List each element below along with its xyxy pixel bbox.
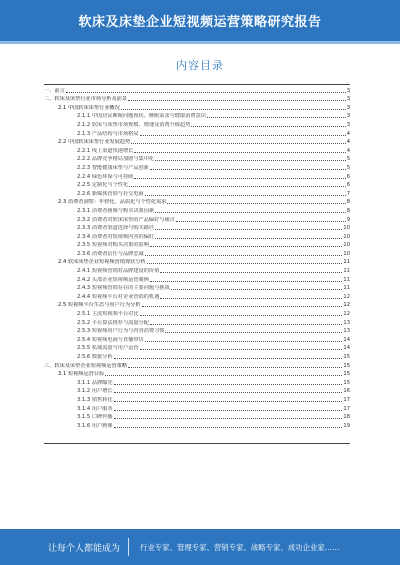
toc-entry-page: 11 <box>343 268 350 275</box>
toc-leader-dots <box>147 263 343 264</box>
toc-entry-label: 3.1.4 用户服务 <box>77 405 113 412</box>
toc-entry[interactable] <box>44 172 350 181</box>
header-accent-line <box>0 41 400 44</box>
toc-entry[interactable] <box>44 163 350 172</box>
toc-entry[interactable] <box>44 189 350 198</box>
toc-leader-dots <box>131 143 346 144</box>
toc-leader-dots <box>134 178 345 179</box>
toc-entry[interactable] <box>44 275 350 284</box>
toc-entry-page: 14 <box>343 336 350 343</box>
toc-entry[interactable] <box>44 155 350 164</box>
toc-leader-dots <box>129 186 346 187</box>
footer-slogan: 让每个人都能成为 <box>48 544 121 554</box>
toc-entry[interactable] <box>44 378 350 387</box>
table-of-contents <box>44 86 350 430</box>
toc-title: 内容目录 <box>176 59 224 72</box>
toc-entry[interactable] <box>44 258 350 267</box>
toc-leader-dots <box>155 160 346 161</box>
toc-entry-page: 8 <box>346 207 350 214</box>
toc-entry-page: 10 <box>343 250 350 257</box>
toc-entry-label: 2.2.1 线上渠道快速增长 <box>77 147 134 154</box>
toc-entry-label: 二、软床及床垫行业市场分析及前景 <box>44 96 128 103</box>
toc-entry[interactable] <box>44 138 350 147</box>
toc-leader-dots <box>114 384 343 385</box>
toc-leader-dots <box>128 367 342 368</box>
toc-entry[interactable] <box>44 241 350 250</box>
toc-leader-dots <box>114 418 343 419</box>
toc-entry-page: 9 <box>346 216 350 223</box>
toc-entry[interactable] <box>44 284 350 293</box>
toc-entry-page: 15 <box>343 362 350 369</box>
toc-entry-page: 4 <box>346 147 350 154</box>
toc-entry-label: 3.1.2 用户增长 <box>77 388 113 395</box>
toc-entry-label: 2.5.5 私域流量与用户运营 <box>77 345 139 352</box>
toc-entry-label: 2.5.2 平台算法推荐与流量分配 <box>77 319 149 326</box>
toc-entry-page: 3 <box>346 96 350 103</box>
toc-entry-label: 3.1.1 品牌曝光 <box>77 379 113 386</box>
toc-entry[interactable] <box>44 249 350 258</box>
toc-entry-label: 2.4 软床床垫企业短视频营销现状分析 <box>58 259 146 266</box>
toc-leader-dots <box>176 221 346 222</box>
toc-leader-dots <box>114 392 343 393</box>
toc-leader-dots <box>150 246 342 247</box>
toc-leader-dots <box>160 298 342 299</box>
toc-entry-page: 12 <box>343 302 350 309</box>
toc-entry-label: 2.1.3 产品结构与市场格局 <box>77 130 139 137</box>
toc-bottom-rule <box>44 443 350 444</box>
toc-leader-dots <box>145 255 343 256</box>
toc-entry[interactable] <box>44 318 350 327</box>
toc-entry-page: 17 <box>343 396 350 403</box>
toc-entry-label: 2.1.2 软床与床垫市场规模、增速及消费升级趋势 <box>77 121 191 128</box>
toc-entry-label: 2.5.6 数据分析 <box>77 354 113 360</box>
toc-entry-page: 7 <box>346 190 350 197</box>
toc-entry-label: 2.2.6 新媒体营销与社交电商 <box>77 190 144 197</box>
toc-entry[interactable] <box>44 112 350 121</box>
toc-leader-dots <box>145 195 346 196</box>
toc-entry[interactable] <box>44 129 350 138</box>
toc-entry[interactable] <box>44 86 350 95</box>
toc-leader-dots <box>150 169 346 170</box>
footer-banner <box>0 529 400 565</box>
footer-divider <box>128 538 129 556</box>
toc-entry[interactable] <box>44 361 350 370</box>
toc-leader-dots <box>207 117 346 118</box>
toc-entry-page: 11 <box>343 259 350 266</box>
toc-leader-dots <box>150 324 342 325</box>
footer-tagline: 行业专家、管理专家、营销专家、战略专家、成功企业家…… <box>140 543 340 552</box>
toc-entry[interactable] <box>44 301 350 310</box>
toc-entry-label: 2.3 消费者洞察：年轻化、品质化与个性化需求 <box>58 199 167 206</box>
toc-entry-page: 15 <box>343 354 350 360</box>
toc-entry-page: 13 <box>343 328 350 335</box>
toc-entry[interactable] <box>44 232 350 241</box>
toc-entry-label: 2.3.6 消费者信任与品牌忠诚 <box>77 250 144 257</box>
toc-entry-page: 4 <box>346 130 350 137</box>
toc-entry-page: 3 <box>346 121 350 128</box>
toc-entry[interactable] <box>44 352 350 361</box>
toc-leader-dots <box>121 109 346 110</box>
toc-entry-label: 2.5 短视频平台生态与用户行为分析 <box>58 302 141 309</box>
toc-entry-label: 2.4.2 头部企业短视频运营案例 <box>77 276 149 283</box>
toc-leader-dots <box>128 100 346 101</box>
toc-entry-label: 2.3.1 消费者画像与购买决策因素 <box>77 207 155 214</box>
toc-entry-label: 2.1.1 中国居民睡眠问题现状、睡眠需求与健康消费意识 <box>77 113 206 120</box>
toc-leader-dots <box>191 126 345 127</box>
toc-entry-label: 2.5.3 短视频用户行为与内容消费习惯 <box>77 328 165 335</box>
toc-entry-label: 2.2 中国软床床垫行业发展趋势 <box>58 139 131 146</box>
toc-leader-dots <box>155 238 342 239</box>
toc-leader-dots <box>160 272 342 273</box>
toc-entry[interactable] <box>44 413 350 422</box>
toc-entry-label: 3.1.6 用户画像 <box>77 422 113 429</box>
toc-entry-label: 2.4.1 短视频营销对品牌建设的价值 <box>77 268 160 275</box>
toc-entry[interactable] <box>44 309 350 318</box>
toc-leader-dots <box>140 349 343 350</box>
toc-entry-label: 2.2.2 品牌竞争格局加剧与集中化 <box>77 156 155 163</box>
toc-entry-label: 2.2.3 智能健康床垫与产品创新 <box>77 164 149 171</box>
toc-entry-label: 2.3.2 消费者对软床床垫的产品偏好与痛点 <box>77 216 175 223</box>
toc-leader-dots <box>114 427 343 428</box>
toc-entry-label: 2.5.4 短视频电商与直播带货 <box>77 336 144 343</box>
toc-entry[interactable] <box>44 120 350 129</box>
toc-leader-dots <box>165 332 342 333</box>
toc-entry-label: 2.2.5 定制化与个性化 <box>77 182 129 189</box>
toc-entry-label: 2.5.1 主流短视频平台对比 <box>77 311 139 318</box>
report-header <box>0 0 400 44</box>
toc-entry-label: 2.2.4 绿色环保与可持续 <box>77 173 134 180</box>
toc-entry-label: 2.4.4 短视频平台对企业营销的机遇 <box>77 293 160 300</box>
toc-entry-page: 10 <box>343 242 350 249</box>
toc-entry[interactable] <box>44 344 350 353</box>
toc-entry-page: 15 <box>343 371 350 378</box>
toc-entry-label: 3.1 短视频运营目标 <box>58 371 105 378</box>
toc-entry[interactable] <box>44 370 350 379</box>
toc-leader-dots <box>140 135 346 136</box>
toc-leader-dots <box>114 410 343 411</box>
toc-leader-dots <box>140 315 343 316</box>
toc-entry-page: 14 <box>343 345 350 352</box>
toc-entry[interactable] <box>44 292 350 301</box>
toc-entry-label: 2.3.4 消费者对短视频内容的偏好 <box>77 233 155 240</box>
toc-leader-dots <box>155 229 342 230</box>
toc-entry-label: 3.1.3 销售转化 <box>77 396 113 403</box>
toc-entry-page: 5 <box>346 156 350 163</box>
toc-entry-page: 12 <box>343 293 350 300</box>
toc-entry[interactable] <box>44 198 350 207</box>
toc-leader-dots <box>66 92 346 93</box>
toc-entry-page: 11 <box>343 285 350 292</box>
toc-entry[interactable] <box>44 224 350 233</box>
toc-leader-dots <box>171 289 343 290</box>
toc-entry[interactable] <box>44 387 350 396</box>
toc-leader-dots <box>145 341 343 342</box>
toc-entry-label: 三、软床及床垫企业短视频运营策略 <box>44 362 128 369</box>
toc-entry-label: 2.3.5 短视频对购买决策的影响 <box>77 242 149 249</box>
toc-leader-dots <box>105 375 342 376</box>
toc-entry-label: 2.1 中国软床床垫行业概况 <box>58 104 120 111</box>
toc-entry[interactable] <box>44 215 350 224</box>
toc-entry-page: 6 <box>346 173 350 180</box>
toc-entry-page: 8 <box>346 199 350 206</box>
toc-entry-page: 3 <box>346 104 350 111</box>
toc-entry-page: 17 <box>343 405 350 412</box>
toc-entry-page: 10 <box>343 233 350 240</box>
toc-entry-label: 2.4.3 短视频营销存在的主要问题与挑战 <box>77 285 170 292</box>
toc-entry-page: 11 <box>343 276 350 283</box>
toc-entry-page: 15 <box>343 379 350 386</box>
toc-leader-dots <box>114 358 343 359</box>
toc-entry-page: 18 <box>343 414 350 421</box>
report-title: 软床及床垫企业短视频运营策略研究报告 <box>78 15 322 30</box>
toc-leader-dots <box>134 152 345 153</box>
toc-entry[interactable] <box>44 103 350 112</box>
toc-leader-dots <box>155 212 346 213</box>
toc-leader-dots <box>150 281 342 282</box>
toc-leader-dots <box>167 203 345 204</box>
toc-entry[interactable] <box>44 266 350 275</box>
toc-entry[interactable] <box>44 395 350 404</box>
toc-top-rule <box>44 84 350 85</box>
toc-entry-page: 10 <box>343 225 350 232</box>
toc-entry[interactable] <box>44 404 350 413</box>
toc-entry[interactable] <box>44 327 350 336</box>
toc-entry-page: 4 <box>346 139 350 146</box>
toc-entry[interactable] <box>44 146 350 155</box>
toc-entry-page: 13 <box>343 319 350 326</box>
toc-entry-label: 2.3.3 消费者渠道选择与购买路径 <box>77 225 155 232</box>
toc-entry-page: 5 <box>346 164 350 171</box>
toc-entry[interactable] <box>44 206 350 215</box>
toc-entry-page: 3 <box>346 113 350 120</box>
toc-entry[interactable] <box>44 335 350 344</box>
toc-entry-label: 一、前言 <box>44 87 65 94</box>
toc-entry-page: 16 <box>343 388 350 395</box>
toc-leader-dots <box>114 401 343 402</box>
toc-entry-page: 6 <box>346 182 350 189</box>
toc-entry[interactable] <box>44 181 350 190</box>
toc-entry-label: 3.1.5 口碑传播 <box>77 414 113 421</box>
toc-entry-page: 12 <box>343 311 350 318</box>
toc-entry-page: 19 <box>343 422 350 429</box>
toc-entry-page: 3 <box>346 87 350 94</box>
toc-entry[interactable] <box>44 421 350 430</box>
toc-entry[interactable] <box>44 95 350 104</box>
toc-leader-dots <box>142 306 343 307</box>
